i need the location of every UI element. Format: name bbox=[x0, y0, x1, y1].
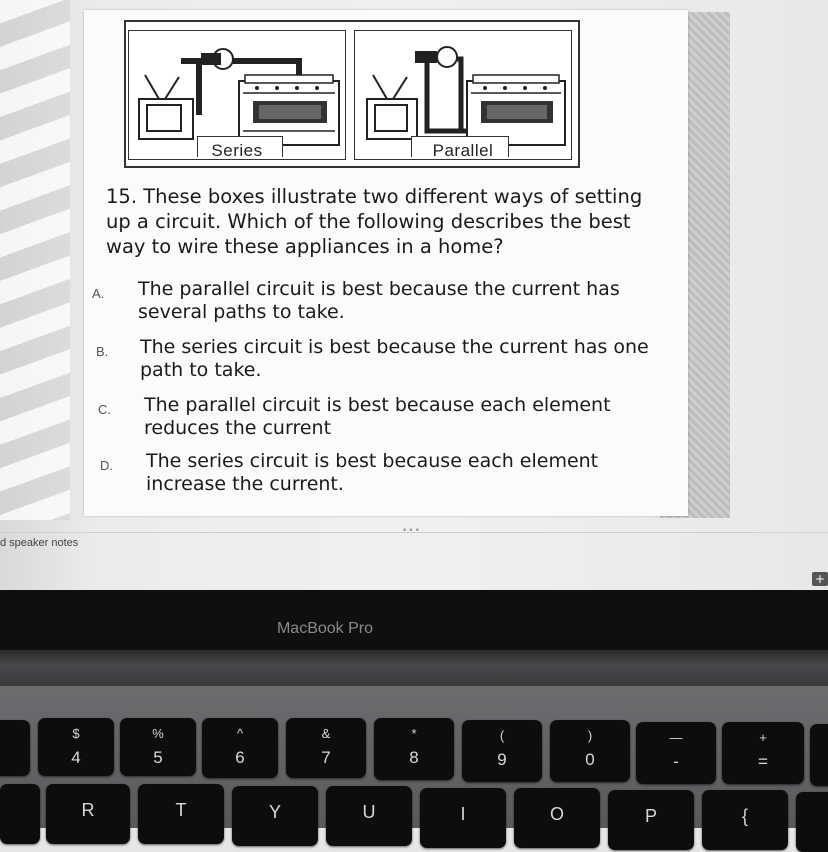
key-shift-char: ^ bbox=[236, 726, 244, 741]
key-equals[interactable] bbox=[722, 722, 804, 784]
key-4[interactable] bbox=[38, 718, 114, 776]
parallel-panel bbox=[354, 30, 572, 160]
option-text: The series circuit is best because each element increase the current. bbox=[146, 450, 599, 495]
option-letter: C. bbox=[98, 402, 111, 417]
option-text: The parallel circuit is best because the current has several paths to take. bbox=[138, 278, 620, 323]
laptop-brand: MacBook Pro bbox=[276, 620, 374, 637]
key-char: - bbox=[673, 752, 679, 771]
key-shift-char: ( bbox=[499, 728, 505, 743]
series-label: Series bbox=[211, 141, 263, 160]
key-p[interactable] bbox=[608, 790, 694, 850]
option-text: The parallel circuit is best because each element reduces the current bbox=[144, 394, 611, 439]
key-right-brace-partial bbox=[796, 792, 828, 852]
key-shift-char: $ bbox=[72, 726, 80, 741]
key-char: 9 bbox=[497, 750, 507, 769]
key-char: T bbox=[175, 800, 187, 820]
key-left-brace[interactable] bbox=[702, 790, 788, 850]
key-tab-partial bbox=[0, 784, 40, 844]
key-char: O bbox=[549, 804, 564, 824]
series-panel bbox=[128, 30, 346, 160]
key-y[interactable] bbox=[232, 786, 318, 846]
laptop-hinge bbox=[0, 650, 828, 686]
key-shift-char: ) bbox=[587, 728, 593, 743]
key-i[interactable] bbox=[420, 788, 506, 848]
key-8[interactable] bbox=[374, 718, 454, 780]
circuit-illustration bbox=[124, 20, 580, 168]
option-text: The series circuit is best because the current has one path to take. bbox=[140, 336, 649, 381]
key-char: R bbox=[81, 800, 95, 820]
screen-glare bbox=[0, 0, 70, 520]
key-char: 0 bbox=[585, 750, 595, 769]
add-icon[interactable]: + bbox=[812, 572, 828, 586]
key-char: 4 bbox=[71, 748, 81, 767]
key-partial bbox=[0, 720, 30, 776]
option-letter: A. bbox=[92, 286, 105, 301]
key-shift-char: * bbox=[411, 726, 417, 741]
key-o[interactable] bbox=[514, 788, 600, 848]
key-char: 5 bbox=[153, 748, 163, 767]
key-char: 6 bbox=[235, 748, 245, 767]
key-char: P bbox=[644, 806, 657, 826]
key-5[interactable] bbox=[120, 718, 196, 776]
key-t[interactable] bbox=[138, 784, 224, 844]
key-char: 8 bbox=[409, 748, 419, 767]
speaker-notes-placeholder[interactable]: d speaker notes bbox=[0, 537, 79, 549]
notes-resize-handle[interactable]: ••• bbox=[402, 526, 421, 536]
key-char: 7 bbox=[321, 748, 331, 767]
key-shift-char: & bbox=[321, 726, 331, 741]
option-letter: D. bbox=[100, 458, 113, 473]
key-char: I bbox=[460, 804, 466, 824]
key-delete-partial bbox=[810, 724, 828, 786]
key-r[interactable] bbox=[46, 784, 130, 844]
key-char: = bbox=[758, 752, 768, 771]
key-7[interactable] bbox=[286, 718, 366, 778]
key-6[interactable] bbox=[202, 718, 278, 778]
key-u[interactable] bbox=[326, 786, 412, 846]
key-shift-char: + bbox=[759, 730, 767, 745]
key-shift-char: — bbox=[669, 730, 683, 745]
parallel-label: Parallel bbox=[432, 141, 494, 160]
key-9[interactable] bbox=[462, 720, 542, 782]
question-text: 15. These boxes illustrate two different ways of setting up a circuit. Which of the following describes the best way to wire these appliances in a home? bbox=[106, 185, 643, 258]
key-char: Y bbox=[268, 802, 281, 822]
key-minus[interactable] bbox=[636, 722, 716, 784]
option-letter: B. bbox=[96, 344, 109, 359]
key-shift-char: % bbox=[152, 726, 164, 741]
key-0[interactable] bbox=[550, 720, 630, 782]
key-char: U bbox=[362, 802, 376, 822]
key-char: { bbox=[741, 806, 748, 826]
